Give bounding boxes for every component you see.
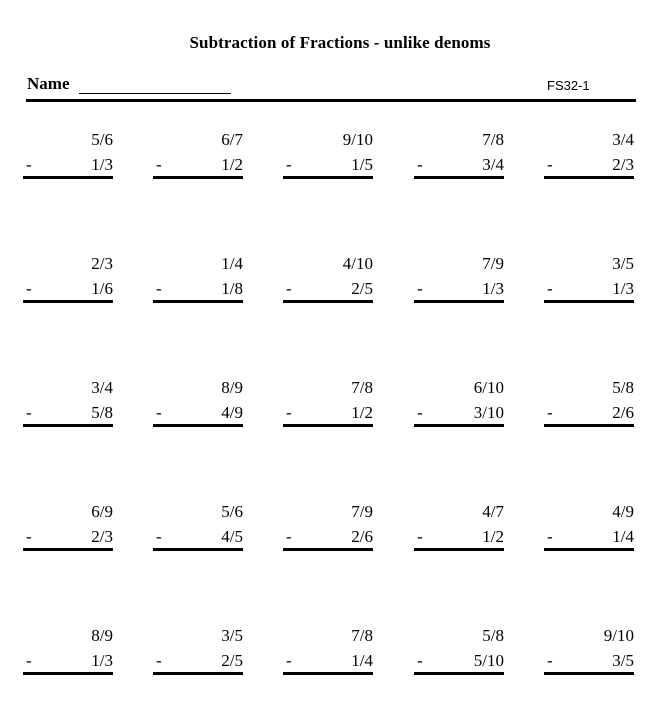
subtrahend-fraction: 2/6 [351, 527, 373, 546]
answer-line[interactable] [153, 548, 243, 551]
problem-4-2 [153, 502, 245, 550]
minus-sign: - [286, 527, 292, 546]
minuend-fraction: 3/4 [612, 130, 634, 149]
minus-sign: - [156, 651, 162, 670]
answer-line[interactable] [414, 424, 504, 427]
problem-4-4 [414, 502, 506, 550]
minuend-fraction: 7/8 [482, 130, 504, 149]
subtrahend-fraction: 5/8 [91, 403, 113, 422]
minus-sign: - [417, 403, 423, 422]
answer-line[interactable] [283, 672, 373, 675]
problem-1-1 [23, 130, 115, 178]
problem-3-1 [23, 378, 115, 426]
minus-sign: - [547, 651, 553, 670]
subtrahend-fraction: 1/8 [221, 279, 243, 298]
minus-sign: - [286, 651, 292, 670]
minuend-fraction: 7/8 [351, 378, 373, 397]
answer-line[interactable] [23, 300, 113, 303]
minus-sign: - [156, 403, 162, 422]
answer-line[interactable] [23, 176, 113, 179]
minus-sign: - [547, 279, 553, 298]
name-blank-line[interactable] [79, 93, 231, 94]
answer-line[interactable] [414, 672, 504, 675]
worksheet-code: FS32-1 [547, 78, 590, 93]
problem-4-3 [283, 502, 375, 550]
minus-sign: - [547, 155, 553, 174]
problem-1-5 [544, 130, 636, 178]
answer-line[interactable] [414, 176, 504, 179]
problem-2-2 [153, 254, 245, 302]
minus-sign: - [417, 279, 423, 298]
minuend-fraction: 7/9 [482, 254, 504, 273]
subtrahend-fraction: 3/4 [482, 155, 504, 174]
subtrahend-fraction: 1/6 [91, 279, 113, 298]
minus-sign: - [417, 651, 423, 670]
minus-sign: - [286, 155, 292, 174]
problem-3-3 [283, 378, 375, 426]
minus-sign: - [26, 279, 32, 298]
answer-line[interactable] [153, 176, 243, 179]
problem-4-5 [544, 502, 636, 550]
answer-line[interactable] [283, 300, 373, 303]
subtrahend-fraction: 1/5 [351, 155, 373, 174]
answer-line[interactable] [544, 548, 634, 551]
subtrahend-fraction: 3/5 [612, 651, 634, 670]
minus-sign: - [417, 155, 423, 174]
subtrahend-fraction: 3/10 [473, 403, 504, 422]
answer-line[interactable] [544, 176, 634, 179]
minuend-fraction: 9/10 [342, 130, 373, 149]
answer-line[interactable] [414, 300, 504, 303]
problem-5-1 [23, 626, 115, 674]
problem-1-2 [153, 130, 245, 178]
problem-2-1 [23, 254, 115, 302]
minuend-fraction: 3/4 [91, 378, 113, 397]
minus-sign: - [286, 403, 292, 422]
subtrahend-fraction: 2/5 [351, 279, 373, 298]
minuend-fraction: 6/10 [473, 378, 504, 397]
minuend-fraction: 7/9 [351, 502, 373, 521]
minus-sign: - [156, 279, 162, 298]
answer-line[interactable] [283, 424, 373, 427]
answer-line[interactable] [544, 300, 634, 303]
minus-sign: - [547, 403, 553, 422]
minus-sign: - [156, 527, 162, 546]
answer-line[interactable] [153, 424, 243, 427]
problem-2-3 [283, 254, 375, 302]
problem-2-4 [414, 254, 506, 302]
subtrahend-fraction: 1/2 [482, 527, 504, 546]
minus-sign: - [26, 527, 32, 546]
minuend-fraction: 3/5 [612, 254, 634, 273]
subtrahend-fraction: 2/3 [612, 155, 634, 174]
subtrahend-fraction: 1/2 [221, 155, 243, 174]
minus-sign: - [26, 155, 32, 174]
minus-sign: - [417, 527, 423, 546]
header-rule [26, 99, 636, 102]
problem-5-4 [414, 626, 506, 674]
answer-line[interactable] [23, 424, 113, 427]
subtrahend-fraction: 4/5 [221, 527, 243, 546]
minuend-fraction: 5/6 [91, 130, 113, 149]
problem-5-3 [283, 626, 375, 674]
subtrahend-fraction: 1/2 [351, 403, 373, 422]
minus-sign: - [156, 155, 162, 174]
minuend-fraction: 2/3 [91, 254, 113, 273]
problem-3-5 [544, 378, 636, 426]
name-label: Name [27, 74, 70, 93]
problem-1-4 [414, 130, 506, 178]
problem-4-1 [23, 502, 115, 550]
subtrahend-fraction: 2/3 [91, 527, 113, 546]
minuend-fraction: 6/7 [221, 130, 243, 149]
subtrahend-fraction: 5/10 [473, 651, 504, 670]
subtrahend-fraction: 2/6 [612, 403, 634, 422]
subtrahend-fraction: 1/3 [482, 279, 504, 298]
minuend-fraction: 4/10 [342, 254, 373, 273]
subtrahend-fraction: 1/3 [91, 651, 113, 670]
minus-sign: - [26, 403, 32, 422]
answer-line[interactable] [153, 300, 243, 303]
minus-sign: - [286, 279, 292, 298]
problem-2-5 [544, 254, 636, 302]
minuend-fraction: 6/9 [91, 502, 113, 521]
worksheet-title: Subtraction of Fractions - unlike denoms [189, 33, 491, 52]
subtrahend-fraction: 1/3 [612, 279, 634, 298]
minuend-fraction: 4/7 [482, 502, 504, 521]
subtrahend-fraction: 1/4 [351, 651, 373, 670]
minuend-fraction: 8/9 [221, 378, 243, 397]
subtrahend-fraction: 1/3 [91, 155, 113, 174]
minuend-fraction: 8/9 [91, 626, 113, 645]
problem-3-4 [414, 378, 506, 426]
answer-line[interactable] [414, 548, 504, 551]
minuend-fraction: 7/8 [351, 626, 373, 645]
minuend-fraction: 3/5 [221, 626, 243, 645]
answer-line[interactable] [23, 548, 113, 551]
minus-sign: - [26, 651, 32, 670]
problem-5-2 [153, 626, 245, 674]
minus-sign: - [547, 527, 553, 546]
minuend-fraction: 1/4 [221, 254, 243, 273]
minuend-fraction: 9/10 [603, 626, 634, 645]
subtrahend-fraction: 2/5 [221, 651, 243, 670]
answer-line[interactable] [283, 176, 373, 179]
answer-line[interactable] [544, 672, 634, 675]
minuend-fraction: 4/9 [612, 502, 634, 521]
answer-line[interactable] [283, 548, 373, 551]
subtrahend-fraction: 1/4 [612, 527, 634, 546]
subtrahend-fraction: 4/9 [221, 403, 243, 422]
answer-line[interactable] [23, 672, 113, 675]
minuend-fraction: 5/8 [612, 378, 634, 397]
minuend-fraction: 5/8 [482, 626, 504, 645]
minuend-fraction: 5/6 [221, 502, 243, 521]
problem-3-2 [153, 378, 245, 426]
problem-1-3 [283, 130, 375, 178]
answer-line[interactable] [544, 424, 634, 427]
problem-5-5 [544, 626, 636, 674]
answer-line[interactable] [153, 672, 243, 675]
